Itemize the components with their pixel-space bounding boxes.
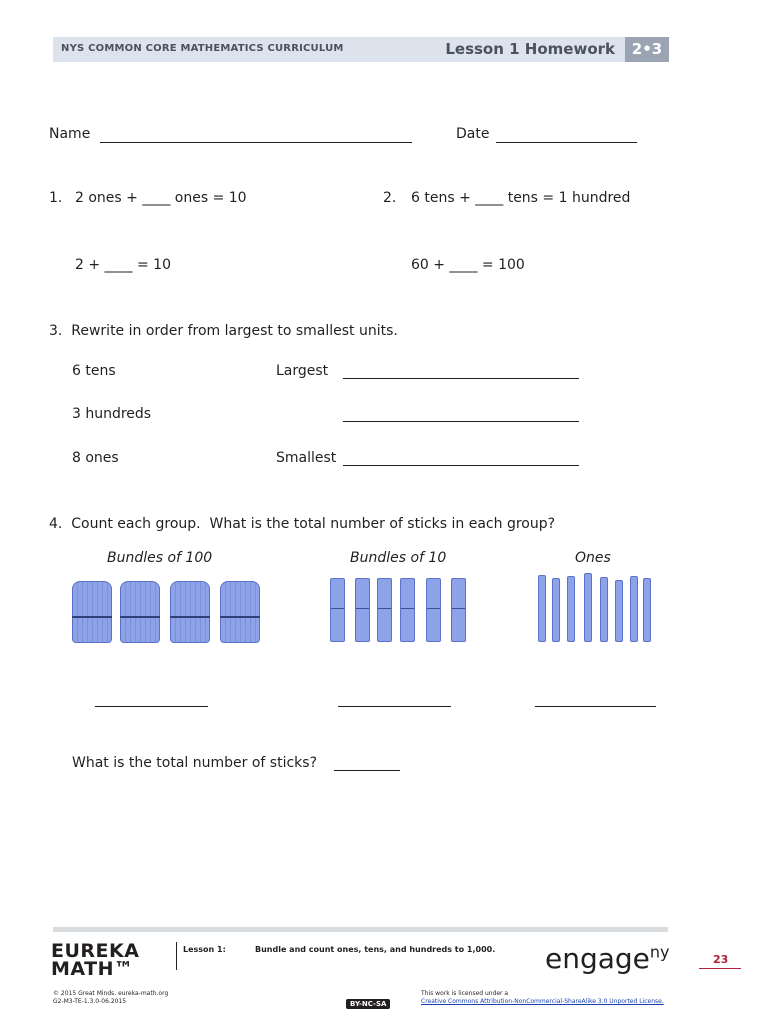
group-title-ones: Ones: [575, 550, 611, 566]
one-stick: [538, 575, 546, 642]
ten-bundle: [377, 578, 392, 642]
q3-item-tens: 6 tens: [72, 363, 116, 379]
document-code: G2-M3-TE-1.3.0-06.2015: [53, 998, 127, 1005]
footer-divider: [176, 942, 177, 970]
module-badge: 2•3: [625, 37, 669, 62]
group-title-hundreds: Bundles of 100: [107, 550, 213, 566]
group-title-tens: Bundles of 10: [350, 550, 447, 566]
license-link[interactable]: Creative Commons Attribution-NonCommercial-ShareAlike 3.0 Unported License.: [421, 998, 664, 1005]
q2-equation-2[interactable]: 60 + ____ = 100: [411, 257, 525, 273]
one-stick: [600, 577, 608, 642]
tens-answer-field[interactable]: [338, 706, 451, 707]
q3-item-hundreds: 3 hundreds: [72, 406, 152, 422]
q2-equation-1[interactable]: 6 tens + ____ tens = 1 hundred: [411, 190, 631, 206]
footer-lesson-desc: Bundle and count ones, tens, and hundreds to 1,000.: [255, 945, 496, 954]
engage-text: engage: [545, 942, 650, 975]
hundred-bundle: [72, 581, 112, 643]
lesson-title: Lesson 1 Homework: [445, 40, 615, 58]
license-text: This work is licensed under a: [421, 990, 509, 997]
header-bar: [53, 37, 669, 62]
engageny-logo: [545, 942, 670, 975]
name-field[interactable]: [100, 142, 412, 143]
page-number-underline: [699, 968, 741, 969]
one-stick: [643, 578, 651, 642]
page-number: 23: [713, 953, 729, 966]
date-field[interactable]: [496, 142, 637, 143]
cc-icon: BY-NC-SA: [346, 999, 390, 1009]
eureka-math-logo: [51, 942, 139, 978]
q1-equation-2[interactable]: 2 + ____ = 10: [75, 257, 171, 273]
footer-rule: [53, 927, 668, 932]
one-stick: [567, 576, 575, 642]
ten-bundle: [355, 578, 370, 642]
largest-answer-field[interactable]: [343, 378, 579, 379]
total-answer-field[interactable]: [334, 770, 400, 771]
copyright-text: © 2015 Great Minds. eureka-math.org: [53, 990, 169, 997]
smallest-label: Smallest: [276, 450, 337, 466]
q3-prompt: 3. Rewrite in order from largest to smallest units.: [49, 323, 398, 339]
cc-license-badge: [346, 991, 390, 1010]
hundred-bundle: [220, 581, 260, 643]
q4-prompt: 4. Count each group. What is the total number of sticks in each group?: [49, 516, 556, 532]
logo-line-1: EUREKA: [51, 940, 140, 962]
largest-label: Largest: [276, 363, 329, 379]
ten-bundle: [330, 578, 345, 642]
q1-equation-1[interactable]: 2 ones + ____ ones = 10: [75, 190, 247, 206]
ten-bundle: [400, 578, 415, 642]
middle-answer-field[interactable]: [343, 421, 579, 422]
ny-superscript: ny: [649, 942, 670, 962]
one-stick: [630, 576, 638, 642]
ten-bundle: [426, 578, 441, 642]
q2-number: 2.: [383, 190, 397, 206]
name-label: Name: [49, 126, 91, 142]
hundred-bundle: [120, 581, 160, 643]
logo-line-2: MATH™: [51, 958, 134, 980]
hundreds-answer-field[interactable]: [95, 706, 208, 707]
one-stick: [615, 580, 623, 642]
one-stick: [584, 573, 592, 642]
footer-lesson-ref: Lesson 1:: [183, 945, 226, 954]
q3-item-ones: 8 ones: [72, 450, 119, 466]
curriculum-title: NYS COMMON CORE MATHEMATICS CURRICULUM: [61, 43, 344, 54]
hundred-bundle: [170, 581, 210, 643]
q1-number: 1.: [49, 190, 63, 206]
date-label: Date: [456, 126, 490, 142]
ten-bundle: [451, 578, 466, 642]
one-stick: [552, 578, 560, 642]
total-prompt: What is the total number of sticks?: [72, 755, 317, 771]
ones-answer-field[interactable]: [535, 706, 656, 707]
smallest-answer-field[interactable]: [343, 465, 579, 466]
